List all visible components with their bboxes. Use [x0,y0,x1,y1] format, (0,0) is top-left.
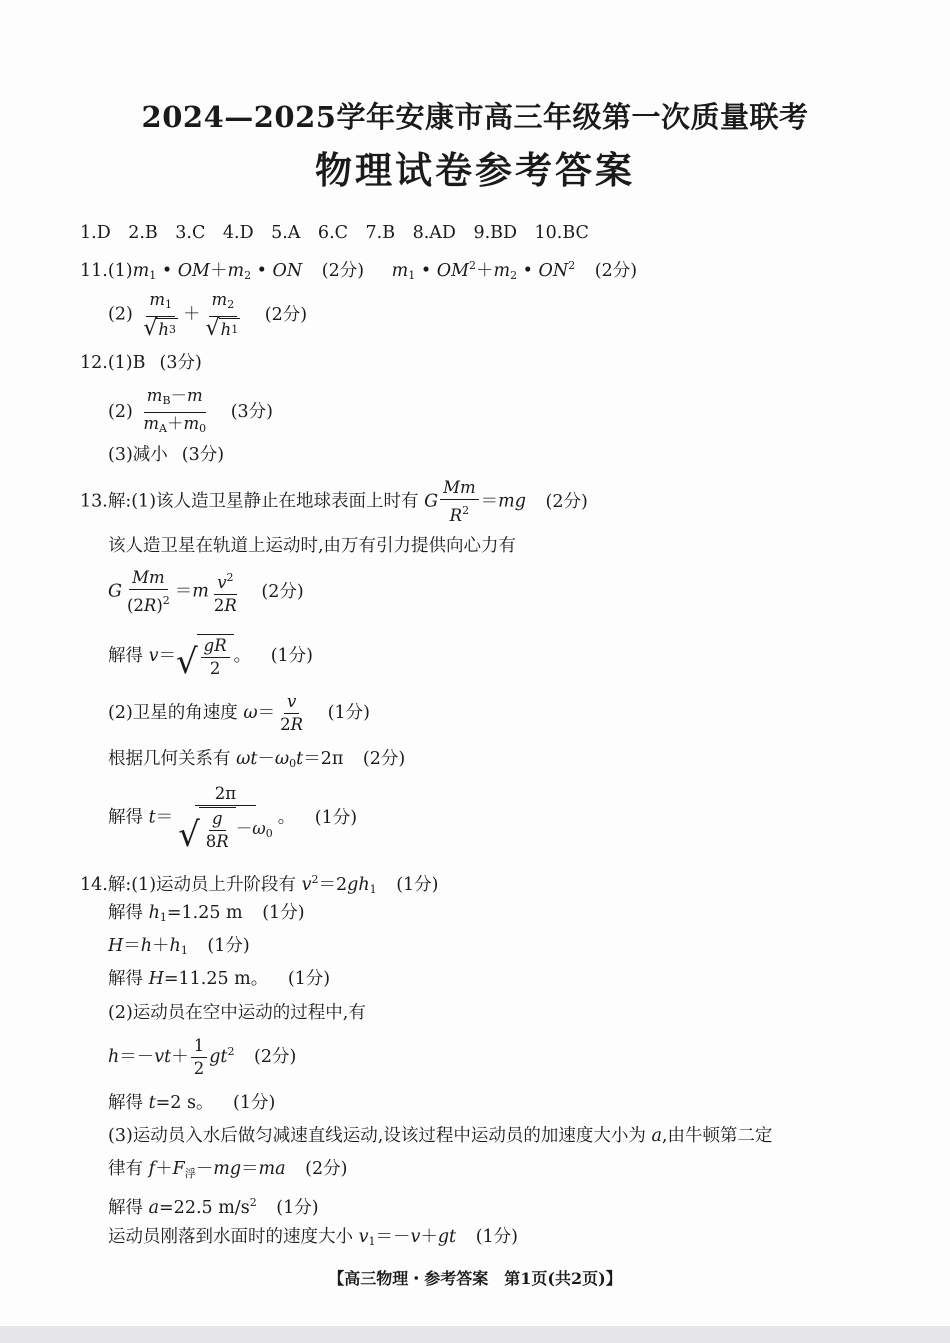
q12-part1: 12.(1)B (3分) [80,353,202,373]
q14-H-sum: $H=h+h_1$ (1分) [108,936,250,957]
answer-key-title: 物理试卷参考答案 [315,148,635,192]
q13-line1: 13.解:(1)该人造卫星静止在地球表面上时有 G $\frac{Mm}{R^2}$ ＝mg (2分) [80,478,588,525]
exam-title: 2024—2025学年安康市高三年级第一次质量联考 [141,100,809,134]
q14-result-H: 解得 H=11.25 m。 (1分) [108,969,331,989]
q11-part1: $11.(1)m_1$ • $OM+m_2$ • ON (2分) $m_1$ • $OM^2+m_2$ • $ON^2$ (2分) [80,259,638,282]
q13-part2-omega: (2)卫星的角速度 ω＝ $\frac{v}{2R}$ (1分) [108,692,370,734]
q13-geometry: 根据几何关系有 $\omega t-\omega_0t=2\pi$ (2分) [108,749,406,770]
q14-line1: 14.解:(1)运动员上升阶段有 $v^2=2gh_1$ (1分) [80,873,439,896]
q12-part3: (3)减小 (3分) [108,445,225,465]
q14-newton: 律有 $f+F_浮-mg=ma$ (2分) [108,1159,348,1180]
q14-part2: (2)运动员在空中运动的过程中,有 [108,1003,366,1023]
q14-kinematics: h＝－vt＋ $\frac{1}{2}$ $gt^2$ (2分) [108,1036,297,1078]
q14-result-a: 解得 a=22.5 $m/s^2$ (1分) [108,1196,319,1218]
q13-formula-gravity: G $\frac{Mm}{(2R)^2}$ ＝m $\frac{v^2}{2R}$ (2分) [108,568,304,615]
q13-result-v: 解得 v＝ √ $\frac{gR}{2}$ 。 (1分) [108,636,314,682]
q14-final: 运动员刚落到水面时的速度大小 $v_1=-v+gt$ (1分) [108,1227,518,1248]
q14-part3: (3)运动员入水后做匀减速直线运动,设该过程中运动员的加速度大小为 a,由牛顿第二定 [108,1126,773,1146]
q12-part2: (2) $\frac{m_B-m}{m_A+m_0}$ (3分) [108,386,274,435]
q13-result-t: 解得 t＝ 2π √ $\frac{g}{8R}$ $-\omega_0$ 。 (1分) [108,784,358,855]
scan-edge [0,1326,950,1343]
q13-line2: 该人造卫星在轨道上运动时,由万有引力提供向心力有 [108,536,517,556]
q14-result-h1: 解得 $h_1=1.25$ m (1分) [108,903,305,924]
page-footer: 【高三物理・参考答案 第1页(共2页)】 [328,1269,622,1288]
q14-result-t: 解得 t=2 s。 (1分) [108,1093,276,1113]
q11-part2: (2) $m_1$ √ h 3 ＋ $m_2$ √ h 1 (2分) [108,290,308,341]
mc-answers: 1.D 2.B 3.C 4.D 5.A 6.C 7.B 8.AD 9.BD 10.BC [80,223,589,243]
